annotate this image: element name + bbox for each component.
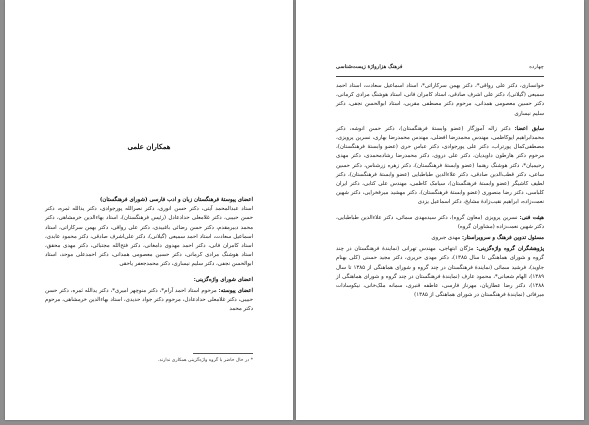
paragraph <box>45 196 253 270</box>
paragraph-text: مهدی جبروی <box>431 235 461 242</box>
paragraph-text: مژگان ابتهاجی، مهندس تهرانی (نمایندهٔ فرهنگستان در چند گروه و شورای هماهنگی تا سال ۱۳۸۵)، دکتر مهدی حریری، دکتر مجید حسنی (کلی بهنام جاوید)، فرشید سمائی (نمایندهٔ فرهنگستان در چند گروه و شورای هماهنگی از ۱۳۸۵ تا سال ۱۳۸۹)، الهام شعبانی*، محمود عارف (نمایندهٔ فرهنگستان در چند گروه و شورای هماهنگی از ۱۳۸۸)، دکتر رضا عطاریان، مهرناز فارسی، عاطفه قنبری، سمانه ملک‌خانی، نیکوسادات میرفاتی (نمایندهٔ فرهنگستان در شورای هماهنگی از ۱۳۸۵) <box>336 246 544 299</box>
paragraph-lead: اعضای شورای واژه‌گزینی: <box>193 276 253 283</box>
paragraph-text: دکتر زاله آموزگار (عضو وابستهٔ فرهنگستان)، دکتر حسن انوشه، دکتر محمدابراهیم ایوکاظمی، مهندس محمدرضا افضلی، مهندس محمدرضا بهاری، نسرین پرویزی، مصطفی‌کمال پورتراب، دکتر علی پورجوادی، دکتر عباس حری (عضو وابستهٔ فرهنگستان)، مرحوم دکتر هارطون داویدیان، دکتر علی دروی، دکتر محمدرضا رشادمحمدی، دکتر مهدی رحیمیان*، دکتر هوشنگ رهنما (عضو وابستهٔ فرهنگستان)، دکتر زهره زرشناس، دکتر حسین ساعی، دکتر قطب‌الدین صادقی، دکتر علاءالدین طباطبایی (عضو وابستهٔ فرهنگستان)، دکتر لطیف کاشیگر (عضو وابستهٔ فرهنگستان)، سیامک کاظمی، مهندس علی کتابی، دکتر ایران کلباسی، دکتر رضا منصوری (عضو وابستهٔ فرهنگستان)، دکتر مهشید میرفخرایی، دکتر شهین نعمت‌زاده، ابراهیم نقیب‌زادهٔ مشایخ، دکتر اسماعیل یزدی <box>336 125 544 206</box>
paragraph <box>336 82 544 119</box>
page-title: همکاران علمی <box>127 142 171 151</box>
footnote: * در حال حاضر با گروه واژه‌گزینی همکاری ندارند. <box>157 358 253 363</box>
right-body-text <box>336 82 544 306</box>
paragraph <box>45 287 253 315</box>
page-number: چهارده <box>529 64 544 70</box>
paragraph-lead: اعضای پیوستهٔ فرهنگستان زبان و ادب فارسی (شورای فرهنگستان) <box>99 197 253 203</box>
paragraph <box>336 125 544 208</box>
paragraph-lead: سابق اعضا: <box>514 125 544 132</box>
paragraph <box>336 234 544 243</box>
paragraph-text: مرحوم استاد احمد آرام*، دکتر منوچهر امیری*، دکتر یدالله ثمره، دکتر حسن حبیبی، دکتر غلامعلی حدادعادل، مرحوم دکتر جواد حدیدی، استاد بهاءالدین خرمشاهی، مرحوم دکتر محمد <box>45 287 253 313</box>
paragraph-lead: اعضای پیوسته: <box>218 287 253 294</box>
left-page <box>5 0 293 420</box>
paragraph <box>336 245 544 300</box>
paragraph-text: نسرین پرویزی (معاون گروه)، دکتر سیدمهدی سمائی، دکتر علاءالدین طباطبایی، دکتر شهین نعمت‌زاده (مشاوران گروه) <box>336 214 544 230</box>
paragraph <box>45 276 253 285</box>
paragraph-lead: مسئول تدوین فرهنگ و سرویراستار: <box>462 235 544 242</box>
paragraph-text: خوانساری، دکتر علی رواقی*، دکتر بهمن سرکاراتی*، استاد اسماعیل سعادت، استاد احمد سمیعی (گیلانی)، دکتر علی اشرف صادقی، استاد کامران فانی، استاد هوشنگ مرادی کرمانی، دکتر حسین معصومی همدانی، مرحوم دکتر مصطفی مقربی، استاد ابوالحسن نجفی، دکتر سلیم نیساری <box>336 83 544 117</box>
running-header <box>336 62 544 77</box>
paragraph-lead: پژوهشگران گروه واژه‌گزینی: <box>476 246 545 253</box>
paragraph-text: استاد عبدالمحمد آیتی، دکتر حسن انوری، دکتر نصرالله پورجوادی، دکتر یدالله ثمره، دکتر حسن حبیبی، دکتر غلامعلی حدادعادل (رئیس فرهنگستان)، استاد بهاءالدین خرمشاهی، دکتر محمد دبیرمقدم، دکتر حسن رضائی باغبیدی، دکتر علی رواقی، دکتر بهمن سرکاراتی، استاد اسماعیل سعادت، استاد احمد سمیعی (گیلانی)، دکتر علی‌اشرف صادقی، دکتر محمود عابدی، استاد کامران فانی، دکتر احمد مهدوی دامغانی، دکتر فتح‌الله مجتبائی، دکتر مهدی محقق، استاد هوشنگ مرادی کرمانی، دکتر حسین معصومی همدانی، دکتر احمدعلی موحد، استاد ابوالحسن نجفی، دکتر سلیم نیساری، دکتر محمدجعفر یاحقی <box>45 206 253 268</box>
paragraph-lead: هیئت فنی: <box>519 214 545 221</box>
right-page <box>296 0 584 420</box>
paragraph <box>336 214 544 232</box>
left-body-text <box>45 196 253 320</box>
footnote-rule <box>193 353 253 354</box>
book-title: فرهنگ هزارواژهٔ زیست‌شناسی <box>336 64 403 70</box>
